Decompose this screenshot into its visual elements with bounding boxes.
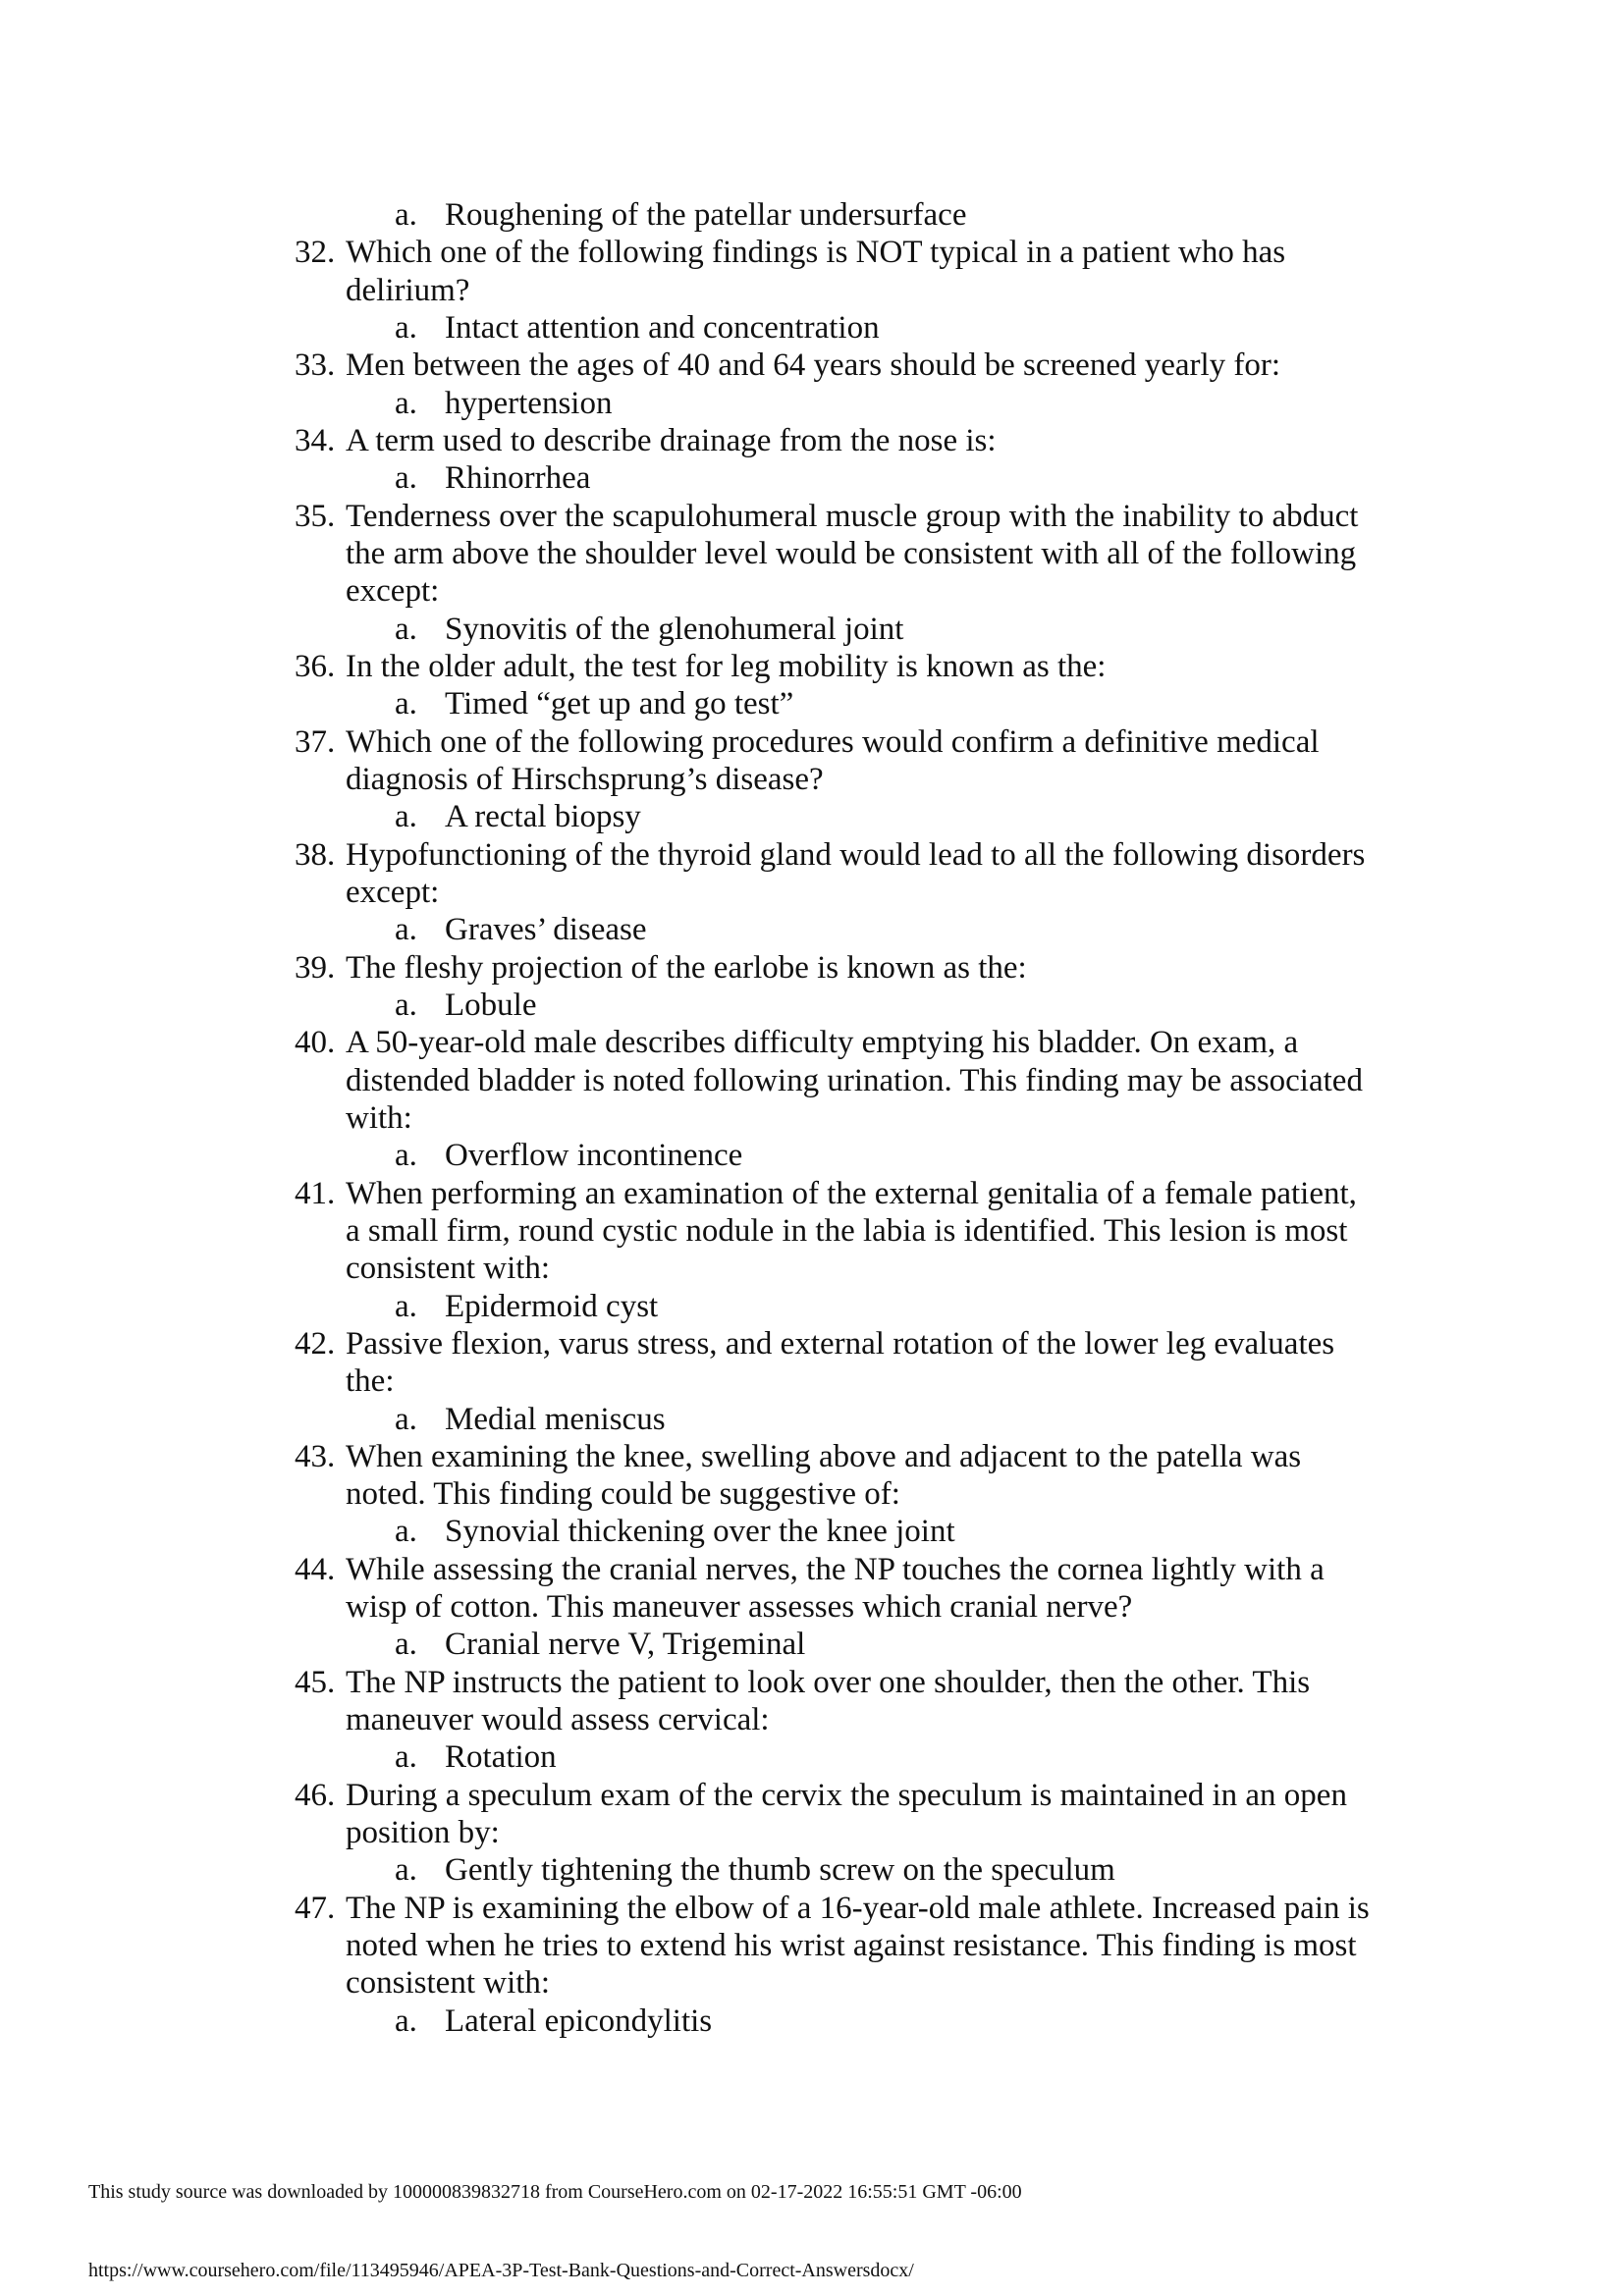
answer-line	[0, 1851, 1623, 1889]
answer-text: Lateral epicondylitis	[445, 2002, 713, 2039]
question-text: The fleshy projection of the earlobe is known as the:	[346, 949, 1027, 986]
question-line	[0, 1212, 1623, 1250]
answer-label: a.	[395, 1739, 417, 1776]
question-line	[0, 1964, 1623, 2002]
question-text: Passive flexion, varus stress, and external rotation of the lower leg evaluates	[346, 1325, 1335, 1362]
answer-line	[0, 1137, 1623, 1174]
question-number: 32.	[295, 235, 336, 271]
download-note: This study source was downloaded by 100000839832718 from CourseHero.com on 02-17-2022 16:55:51 GMT -06:00	[88, 2181, 1022, 2203]
answer-text: hypertension	[445, 385, 613, 421]
question-text: Tenderness over the scapulohumeral muscle group with the inability to abduct	[346, 498, 1359, 534]
question-text: A 50-year-old male describes difficulty emptying his bladder. On exam, a	[346, 1025, 1299, 1061]
question-number: 34.	[295, 422, 336, 458]
answer-label: a.	[395, 2002, 417, 2039]
answer-label: a.	[395, 385, 417, 421]
question-text: maneuver would assess cervical:	[346, 1702, 770, 1738]
source-url: https://www.coursehero.com/file/113495946/APEA-3P-Test-Bank-Questions-and-Correct-Answersdocx/	[88, 2260, 914, 2281]
question-text: consistent with:	[346, 1251, 551, 1287]
question-line	[0, 1250, 1623, 1287]
answer-text: Rhinorrhea	[445, 460, 591, 497]
question-line	[0, 1664, 1623, 1701]
answer-label: a.	[395, 799, 417, 835]
question-text: with:	[346, 1099, 412, 1136]
question-text: noted when he tries to extend his wrist against resistance. This finding is most	[346, 1928, 1357, 1964]
answer-line	[0, 611, 1623, 648]
question-text: wisp of cotton. This maneuver assesses which cranial nerve?	[346, 1589, 1133, 1626]
answer-text: Lobule	[445, 987, 537, 1023]
answer-text: Epidermoid cyst	[445, 1288, 659, 1324]
question-line	[0, 1175, 1623, 1212]
question-number: 33.	[295, 347, 336, 384]
question-text: except:	[346, 573, 440, 610]
question-text: the arm above the shoulder level would be consistent with all of the following	[346, 535, 1357, 571]
answer-label: a.	[395, 1514, 417, 1550]
question-line	[0, 723, 1623, 761]
answer-label: a.	[395, 987, 417, 1023]
question-text: delirium?	[346, 272, 470, 308]
question-line	[0, 1551, 1623, 1588]
question-text: Hypofunctioning of the thyroid gland would lead to all the following disorders	[346, 836, 1366, 873]
answer-line	[0, 459, 1623, 497]
answer-text: Graves’ disease	[445, 912, 647, 948]
answer-text: Medial meniscus	[445, 1401, 666, 1437]
question-line	[0, 1701, 1623, 1738]
question-line	[0, 347, 1623, 384]
question-line	[0, 874, 1623, 911]
answer-label: a.	[395, 1288, 417, 1324]
question-text: except:	[346, 874, 440, 910]
question-line	[0, 1325, 1623, 1362]
answer-label: a.	[395, 912, 417, 948]
question-line	[0, 648, 1623, 685]
answer-line	[0, 1626, 1623, 1663]
answer-label: a.	[395, 309, 417, 346]
answer-label: a.	[395, 1401, 417, 1437]
question-text: Which one of the following findings is NOT typical in a patient who has	[346, 235, 1286, 271]
question-number: 39.	[295, 949, 336, 986]
question-text: Men between the ages of 40 and 64 years should be screened yearly for:	[346, 347, 1281, 384]
question-line	[0, 1814, 1623, 1851]
question-text: The NP instructs the patient to look over one shoulder, then the other. This	[346, 1664, 1311, 1700]
answer-label: a.	[395, 686, 417, 722]
question-line	[0, 1099, 1623, 1137]
question-number: 46.	[295, 1777, 336, 1813]
answer-line	[0, 987, 1623, 1024]
question-line	[0, 1890, 1623, 1927]
question-line	[0, 272, 1623, 309]
answer-text: Roughening of the patellar undersurface	[445, 197, 967, 233]
question-line	[0, 1927, 1623, 1964]
question-line	[0, 1777, 1623, 1814]
question-text: consistent with:	[346, 1965, 551, 2002]
question-line	[0, 836, 1623, 874]
answer-line	[0, 1288, 1623, 1325]
answer-line	[0, 2002, 1623, 2040]
question-number: 47.	[295, 1890, 336, 1926]
answer-line	[0, 309, 1623, 347]
answer-line	[0, 798, 1623, 835]
question-line	[0, 1438, 1623, 1475]
question-number: 36.	[295, 648, 336, 684]
question-number: 40.	[295, 1025, 336, 1061]
answer-line	[0, 685, 1623, 722]
question-line	[0, 498, 1623, 535]
answer-label: a.	[395, 1852, 417, 1889]
question-number: 43.	[295, 1438, 336, 1474]
question-text: noted. This finding could be suggestive of:	[346, 1476, 900, 1513]
answer-line	[0, 1401, 1623, 1438]
question-text: When performing an examination of the external genitalia of a female patient,	[346, 1175, 1357, 1211]
answer-text: Synovitis of the glenohumeral joint	[445, 611, 904, 647]
answer-line	[0, 1513, 1623, 1550]
question-number: 44.	[295, 1551, 336, 1587]
question-number: 37.	[295, 723, 336, 760]
answer-text: Overflow incontinence	[445, 1138, 743, 1174]
question-text: A term used to describe drainage from the nose is:	[346, 422, 997, 458]
question-number: 42.	[295, 1325, 336, 1362]
question-line	[0, 1362, 1623, 1400]
question-text: Which one of the following procedures would confirm a definitive medical	[346, 723, 1320, 760]
question-line	[0, 949, 1623, 987]
question-line	[0, 422, 1623, 459]
question-line	[0, 1475, 1623, 1513]
answer-text: Cranial nerve V, Trigeminal	[445, 1627, 806, 1663]
continued-answer	[0, 196, 1623, 234]
question-text: diagnosis of Hirschsprung’s disease?	[346, 761, 824, 797]
question-line	[0, 535, 1623, 572]
question-number: 41.	[295, 1175, 336, 1211]
answer-label: a.	[395, 197, 417, 233]
question-line	[0, 234, 1623, 271]
answer-text: Intact attention and concentration	[445, 309, 880, 346]
answer-text: Gently tightening the thumb screw on the speculum	[445, 1852, 1115, 1889]
question-number: 45.	[295, 1664, 336, 1700]
answer-line	[0, 911, 1623, 948]
question-line	[0, 1024, 1623, 1061]
question-text: In the older adult, the test for leg mobility is known as the:	[346, 648, 1107, 684]
question-line	[0, 761, 1623, 798]
question-line	[0, 1588, 1623, 1626]
question-number: 38.	[295, 836, 336, 873]
answer-text: A rectal biopsy	[445, 799, 641, 835]
question-text: position by:	[346, 1815, 500, 1851]
answer-label: a.	[395, 611, 417, 647]
question-text: When examining the knee, swelling above and adjacent to the patella was	[346, 1438, 1302, 1474]
question-line	[0, 572, 1623, 610]
question-number: 35.	[295, 498, 336, 534]
answer-label: a.	[395, 1138, 417, 1174]
answer-text: Rotation	[445, 1739, 557, 1776]
answer-line	[0, 385, 1623, 422]
answer-line	[0, 1738, 1623, 1776]
question-text: The NP is examining the elbow of a 16-year-old male athlete. Increased pain is	[346, 1890, 1370, 1926]
question-text: During a speculum exam of the cervix the speculum is maintained in an open	[346, 1777, 1347, 1813]
answer-label: a.	[395, 460, 417, 497]
answer-label: a.	[395, 1627, 417, 1663]
question-text: While assessing the cranial nerves, the NP touches the cornea lightly with a	[346, 1551, 1325, 1587]
question-line	[0, 1062, 1623, 1099]
answer-text: Synovial thickening over the knee joint	[445, 1514, 955, 1550]
question-text: a small firm, round cystic nodule in the labia is identified. This lesion is most	[346, 1212, 1348, 1249]
question-text: the:	[346, 1363, 395, 1400]
question-text: distended bladder is noted following urination. This finding may be associated	[346, 1062, 1363, 1098]
question-list	[0, 196, 1623, 2040]
answer-text: Timed “get up and go test”	[445, 686, 794, 722]
